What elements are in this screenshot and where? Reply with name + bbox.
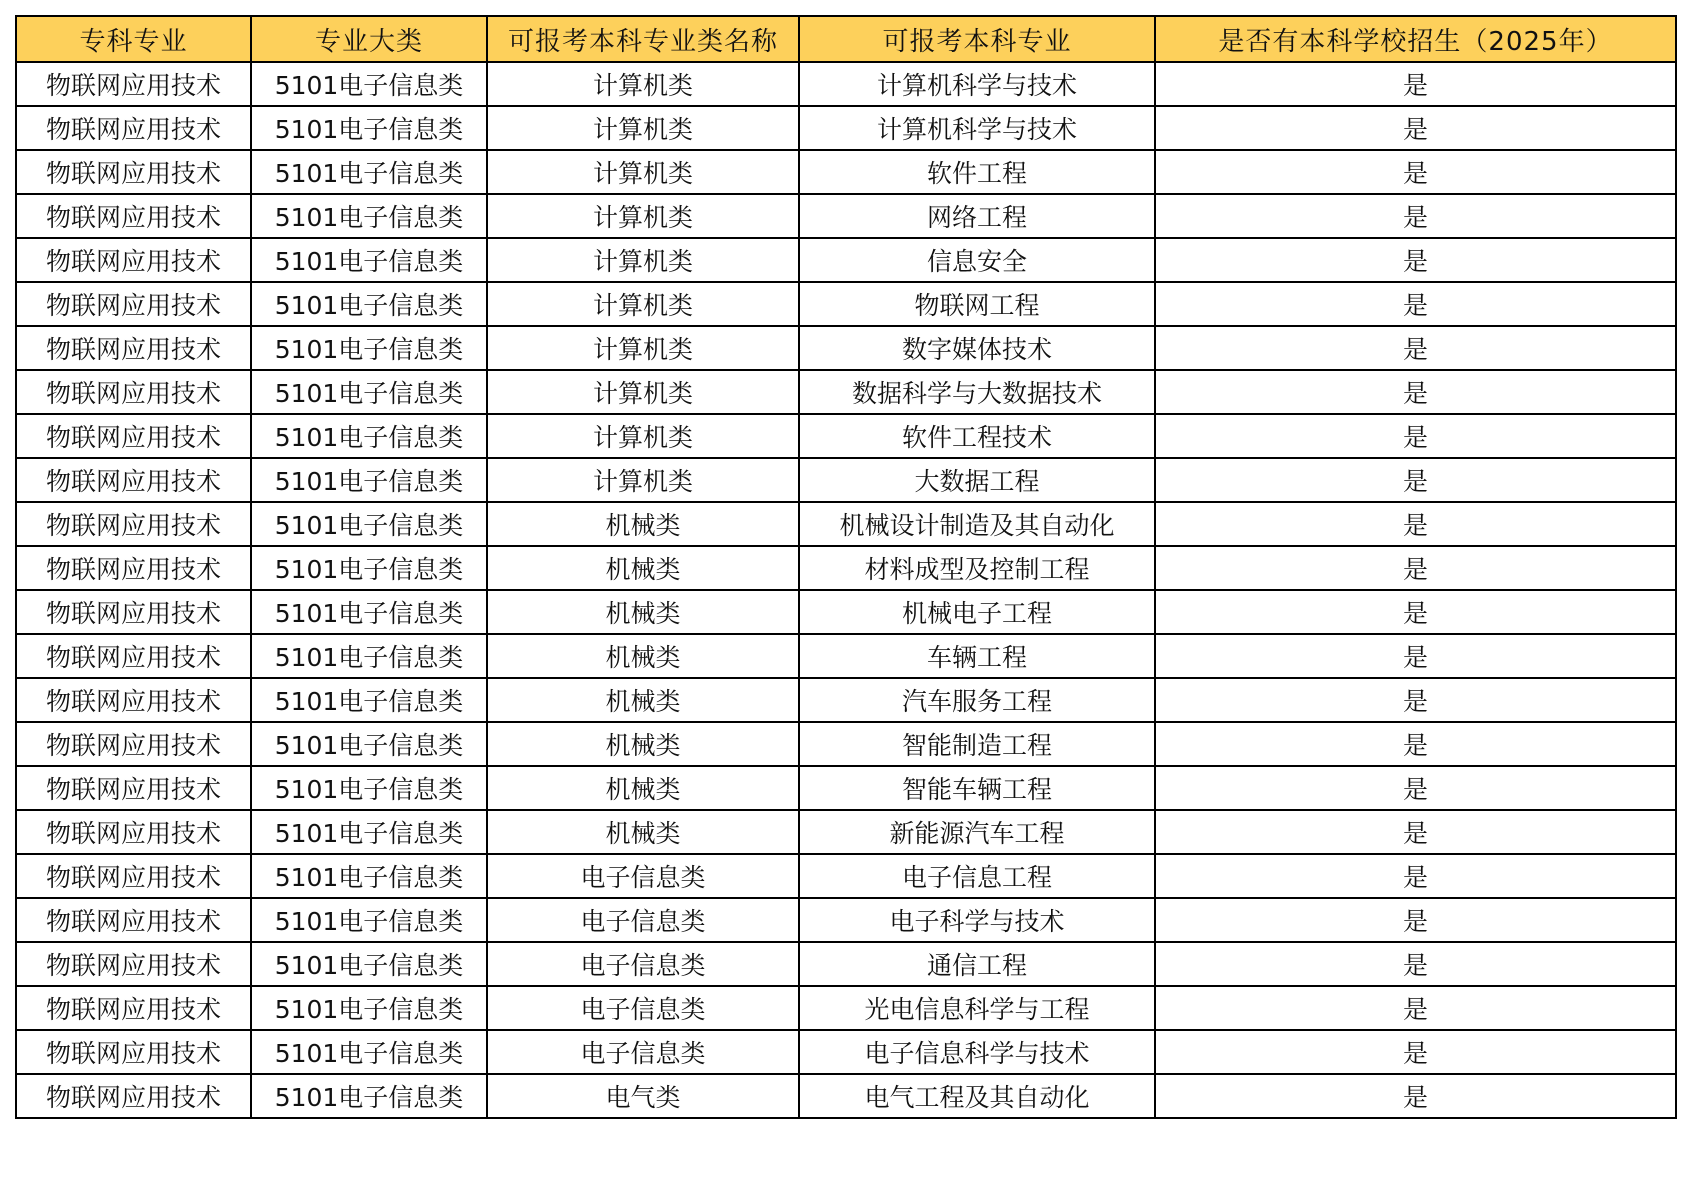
table-row [16,810,1676,854]
cell-major-category: 5101电子信息类 [251,370,487,414]
cell-benke-class: 电子信息类 [487,898,799,942]
cell-benke-major: 智能车辆工程 [799,766,1155,810]
cell-benke-major: 网络工程 [799,194,1155,238]
cell-benke-class: 机械类 [487,590,799,634]
cell-enrollment: 是 [1155,282,1676,326]
col-header-zhuanke: 专科专业 [16,16,251,62]
cell-major-category: 5101电子信息类 [251,238,487,282]
cell-enrollment: 是 [1155,678,1676,722]
cell-benke-class: 机械类 [487,678,799,722]
cell-major-category: 5101电子信息类 [251,150,487,194]
table-row [16,854,1676,898]
cell-zhuanke-major: 物联网应用技术 [16,546,251,590]
cell-enrollment: 是 [1155,1074,1676,1118]
cell-major-category: 5101电子信息类 [251,62,487,106]
cell-major-category: 5101电子信息类 [251,1074,487,1118]
cell-benke-major: 材料成型及控制工程 [799,546,1155,590]
cell-major-category: 5101电子信息类 [251,942,487,986]
table-row [16,238,1676,282]
cell-zhuanke-major: 物联网应用技术 [16,1030,251,1074]
cell-enrollment: 是 [1155,150,1676,194]
cell-zhuanke-major: 物联网应用技术 [16,1074,251,1118]
cell-benke-major: 智能制造工程 [799,722,1155,766]
cell-benke-major: 光电信息科学与工程 [799,986,1155,1030]
cell-major-category: 5101电子信息类 [251,1030,487,1074]
table-row [16,986,1676,1030]
table-row [16,942,1676,986]
cell-zhuanke-major: 物联网应用技术 [16,942,251,986]
cell-zhuanke-major: 物联网应用技术 [16,106,251,150]
cell-enrollment: 是 [1155,898,1676,942]
table-row [16,106,1676,150]
cell-enrollment: 是 [1155,326,1676,370]
table-row [16,282,1676,326]
table-row [16,722,1676,766]
cell-benke-major: 大数据工程 [799,458,1155,502]
table-row [16,150,1676,194]
cell-benke-major: 通信工程 [799,942,1155,986]
cell-major-category: 5101电子信息类 [251,722,487,766]
cell-benke-major: 电子信息工程 [799,854,1155,898]
table-header [16,16,1676,62]
cell-benke-major: 机械电子工程 [799,590,1155,634]
cell-benke-class: 计算机类 [487,238,799,282]
cell-benke-major: 数字媒体技术 [799,326,1155,370]
cell-enrollment: 是 [1155,458,1676,502]
cell-zhuanke-major: 物联网应用技术 [16,370,251,414]
cell-enrollment: 是 [1155,546,1676,590]
cell-benke-class: 机械类 [487,722,799,766]
cell-benke-class: 计算机类 [487,458,799,502]
cell-benke-major: 计算机科学与技术 [799,106,1155,150]
cell-zhuanke-major: 物联网应用技术 [16,502,251,546]
table-row [16,326,1676,370]
cell-zhuanke-major: 物联网应用技术 [16,458,251,502]
cell-enrollment: 是 [1155,502,1676,546]
cell-enrollment: 是 [1155,766,1676,810]
table-body [16,62,1676,1118]
table-row [16,1074,1676,1118]
cell-benke-class: 机械类 [487,766,799,810]
cell-major-category: 5101电子信息类 [251,766,487,810]
cell-major-category: 5101电子信息类 [251,678,487,722]
cell-benke-class: 计算机类 [487,326,799,370]
cell-enrollment: 是 [1155,194,1676,238]
cell-major-category: 5101电子信息类 [251,810,487,854]
cell-benke-class: 电子信息类 [487,1030,799,1074]
cell-enrollment: 是 [1155,722,1676,766]
cell-benke-class: 计算机类 [487,194,799,238]
cell-enrollment: 是 [1155,986,1676,1030]
cell-benke-class: 机械类 [487,502,799,546]
cell-benke-class: 电子信息类 [487,854,799,898]
cell-benke-class: 计算机类 [487,282,799,326]
cell-benke-class: 计算机类 [487,106,799,150]
cell-benke-major: 计算机科学与技术 [799,62,1155,106]
cell-benke-major: 软件工程 [799,150,1155,194]
cell-benke-major: 电气工程及其自动化 [799,1074,1155,1118]
cell-enrollment: 是 [1155,238,1676,282]
cell-major-category: 5101电子信息类 [251,546,487,590]
cell-major-category: 5101电子信息类 [251,590,487,634]
cell-enrollment: 是 [1155,370,1676,414]
cell-major-category: 5101电子信息类 [251,458,487,502]
cell-benke-major: 电子科学与技术 [799,898,1155,942]
cell-enrollment: 是 [1155,106,1676,150]
col-header-daleil: 专业大类 [251,16,487,62]
cell-zhuanke-major: 物联网应用技术 [16,810,251,854]
cell-enrollment: 是 [1155,942,1676,986]
cell-zhuanke-major: 物联网应用技术 [16,722,251,766]
cell-benke-class: 机械类 [487,634,799,678]
header-row [16,16,1676,62]
table-row [16,634,1676,678]
cell-benke-major: 电子信息科学与技术 [799,1030,1155,1074]
cell-major-category: 5101电子信息类 [251,502,487,546]
cell-benke-class: 机械类 [487,546,799,590]
cell-zhuanke-major: 物联网应用技术 [16,282,251,326]
cell-zhuanke-major: 物联网应用技术 [16,238,251,282]
cell-enrollment: 是 [1155,1030,1676,1074]
cell-enrollment: 是 [1155,62,1676,106]
cell-zhuanke-major: 物联网应用技术 [16,854,251,898]
cell-zhuanke-major: 物联网应用技术 [16,414,251,458]
cell-major-category: 5101电子信息类 [251,414,487,458]
cell-benke-class: 机械类 [487,810,799,854]
cell-enrollment: 是 [1155,414,1676,458]
table-row [16,678,1676,722]
table-row [16,590,1676,634]
cell-major-category: 5101电子信息类 [251,986,487,1030]
cell-benke-major: 新能源汽车工程 [799,810,1155,854]
cell-benke-major: 车辆工程 [799,634,1155,678]
cell-zhuanke-major: 物联网应用技术 [16,634,251,678]
cell-benke-major: 信息安全 [799,238,1155,282]
table-row [16,766,1676,810]
cell-zhuanke-major: 物联网应用技术 [16,986,251,1030]
cell-major-category: 5101电子信息类 [251,898,487,942]
cell-zhuanke-major: 物联网应用技术 [16,678,251,722]
cell-benke-class: 电子信息类 [487,942,799,986]
table-row [16,414,1676,458]
table-row [16,502,1676,546]
cell-enrollment: 是 [1155,590,1676,634]
cell-benke-class: 计算机类 [487,150,799,194]
cell-benke-class: 计算机类 [487,370,799,414]
cell-benke-class: 计算机类 [487,62,799,106]
cell-zhuanke-major: 物联网应用技术 [16,150,251,194]
table-row [16,1030,1676,1074]
cell-major-category: 5101电子信息类 [251,634,487,678]
col-header-benke-major: 可报考本科专业 [799,16,1155,62]
table-row [16,546,1676,590]
col-header-benke-class: 可报考本科专业类名称 [487,16,799,62]
cell-major-category: 5101电子信息类 [251,326,487,370]
cell-benke-major: 数据科学与大数据技术 [799,370,1155,414]
table-row [16,194,1676,238]
cell-enrollment: 是 [1155,634,1676,678]
cell-zhuanke-major: 物联网应用技术 [16,766,251,810]
cell-enrollment: 是 [1155,854,1676,898]
major-table [15,15,1677,1119]
cell-benke-major: 软件工程技术 [799,414,1155,458]
cell-benke-major: 汽车服务工程 [799,678,1155,722]
cell-benke-major: 物联网工程 [799,282,1155,326]
cell-enrollment: 是 [1155,810,1676,854]
table-row [16,62,1676,106]
cell-benke-major: 机械设计制造及其自动化 [799,502,1155,546]
cell-major-category: 5101电子信息类 [251,194,487,238]
cell-zhuanke-major: 物联网应用技术 [16,898,251,942]
cell-zhuanke-major: 物联网应用技术 [16,62,251,106]
cell-benke-class: 电子信息类 [487,986,799,1030]
cell-zhuanke-major: 物联网应用技术 [16,194,251,238]
col-header-enroll: 是否有本科学校招生（2025年） [1155,16,1676,62]
cell-benke-class: 电气类 [487,1074,799,1118]
table-row [16,898,1676,942]
cell-zhuanke-major: 物联网应用技术 [16,590,251,634]
cell-major-category: 5101电子信息类 [251,106,487,150]
cell-major-category: 5101电子信息类 [251,282,487,326]
cell-zhuanke-major: 物联网应用技术 [16,326,251,370]
table-row [16,458,1676,502]
cell-major-category: 5101电子信息类 [251,854,487,898]
cell-benke-class: 计算机类 [487,414,799,458]
table-row [16,370,1676,414]
